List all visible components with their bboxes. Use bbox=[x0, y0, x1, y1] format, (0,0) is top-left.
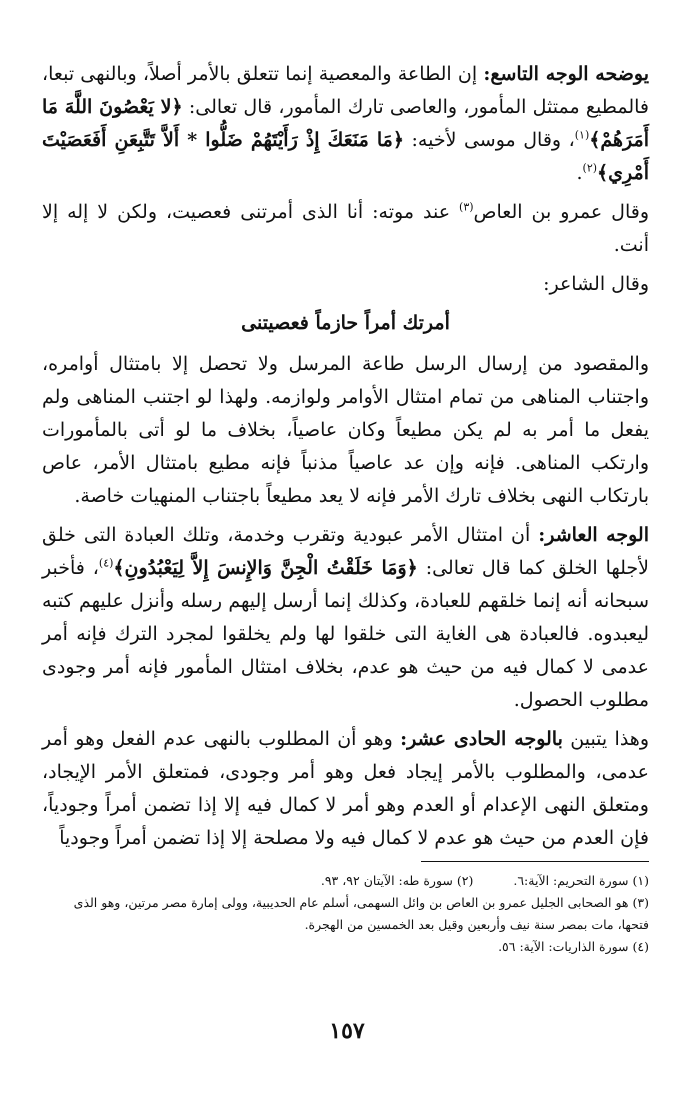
paragraph-text: ، فأخبر سبحانه أنه إنما خلقهم للعبادة، وكذلك إنما أرسل إليهم رسله وأنزل عليهم كتبه ليعبدوه. فالعبادة هى الغاية التى خلقوا لها ولم يخلقوا لمجرد الترك فإنه أمر عدمى لا كمال فيه من حيث هو عدم، بخلاف امتثال المأمور فإنه أمر وجودى مطلوب الحصول. bbox=[42, 557, 649, 711]
paragraph-purpose-of-messengers: والمقصود من إرسال الرسل طاعة المرسل ولا تحصل إلا بامتثال أوامره، واجتناب المناهى من تمام امتثال الأوامر ولوازمه. ولهذا لو اجتنب المناهى ولم يفعل ما أمر به لم يكن مطيعاً وكان عاصياً، بخلاف ما لو أتى بالمأمورات وارتكب المناهى. فإنه وإن عد عاصياً مذنباً فإنه مطيع بامتثال الأمر، عاص بارتكاب النهى بخلاف تارك الأمر فإنه لا يعد مطيعاً باجتناب المنهيات خاصة. bbox=[42, 353, 649, 507]
heading-tenth-aspect: الوجه العاشر: bbox=[538, 524, 649, 546]
footnote-2: (٢) سورة طه: الآيتان ٩٢، ٩٣. bbox=[320, 873, 474, 888]
footnote-ref: (١) bbox=[574, 128, 590, 142]
footnote-ref: (٣) bbox=[459, 200, 474, 214]
quran-verse: ﴿وَمَا خَلَقْتُ الْجِنَّ وَالإِنسَ إِلاَّ لِيَعْبُدُونِ﴾ bbox=[113, 557, 418, 579]
paragraph-text: إن الطاعة والمعصية إنما تتعلق بالأمر أصلاً، وبالنهى تبعا، فالمطيع ممتثل المأمور، والعاصى تارك المأمور، قال تعالى: bbox=[42, 63, 649, 118]
paragraph-ninth-aspect bbox=[42, 58, 649, 190]
paragraph-text: وقال عمرو بن العاص bbox=[473, 201, 650, 223]
paragraph-text: عند موته: أنا الذى أمرتنى فعصيت، ولكن لا إله إلا أنت. bbox=[42, 201, 649, 256]
quran-verse: ﴿مَا مَنَعَكَ إِذْ رَأَيْتَهُمْ ضَلُّوا * أَلاَّ تَتَّبِعَنِ أَفَعَصَيْتَ أَمْرِي﴾ bbox=[42, 129, 649, 184]
quran-verse: ﴿لا يَعْصُونَ اللَّهَ مَا أَمَرَهُمْ﴾ bbox=[42, 96, 649, 151]
footnote-ref: (٢) bbox=[582, 161, 598, 175]
footnote-ref: (٤) bbox=[98, 556, 114, 570]
footnote-row bbox=[42, 870, 649, 892]
page-number: ١٥٧ bbox=[329, 1018, 365, 1044]
paragraph-text: . bbox=[576, 162, 583, 184]
paragraph-text: ، وقال موسى لأخيه: bbox=[403, 129, 575, 151]
footnote-4: (٤) سورة الذاريات: الآية: ٥٦. bbox=[498, 939, 649, 954]
paragraph-amr-ibn-al-as bbox=[42, 196, 649, 262]
paragraph-text: وهذا يتبين bbox=[562, 728, 649, 750]
paragraph-text: وهو أن المطلوب بالنهى عدم الفعل وهو أمر عدمى، والمطلوب بالأمر إيجاد فعل وهو أمر وجودى، فمتعلق الأمر الإيجاد، ومتعلق النهى الإعدام أو العدم وهو أمر لا كمال فيه إلا إذا تضمن أمراً وجودياً، فإن العدم من حيث هو عدم لا كمال فيه ولا مصلحة إلا إذا تضمن أمراً وجودياً bbox=[42, 728, 649, 849]
paragraph-text: أن امتثال الأمر عبودية وتقرب وخدمة، وتلك العبادة التى خلق لأجلها الخلق كما قال تعالى: bbox=[42, 524, 649, 579]
footnote-1: (١) سورة التحريم: الآية:٦. bbox=[513, 873, 649, 888]
heading-eleventh-aspect: بالوجه الحادى عشر: bbox=[400, 728, 563, 750]
paragraph-poet-intro: وقال الشاعر: bbox=[543, 273, 649, 295]
paragraph-eleventh-aspect bbox=[42, 723, 649, 855]
footnote-divider bbox=[421, 861, 649, 862]
poetry-verse: أمرتك أمراً حازماً فعصيتنى bbox=[241, 312, 450, 334]
paragraph-tenth-aspect bbox=[42, 519, 649, 717]
footnote-3: (٣) هو الصحابى الجليل عمرو بن العاص بن وائل السهمى، أسلم عام الحديبية، وولى إمارة مصر مرتين، وهو الذى فتحها، مات بمصر سنة نيف وأربعين وقيل بعد الخمسين من الهجرة. bbox=[73, 895, 649, 932]
heading-ninth-aspect: يوضحه الوجه التاسع: bbox=[483, 63, 649, 85]
